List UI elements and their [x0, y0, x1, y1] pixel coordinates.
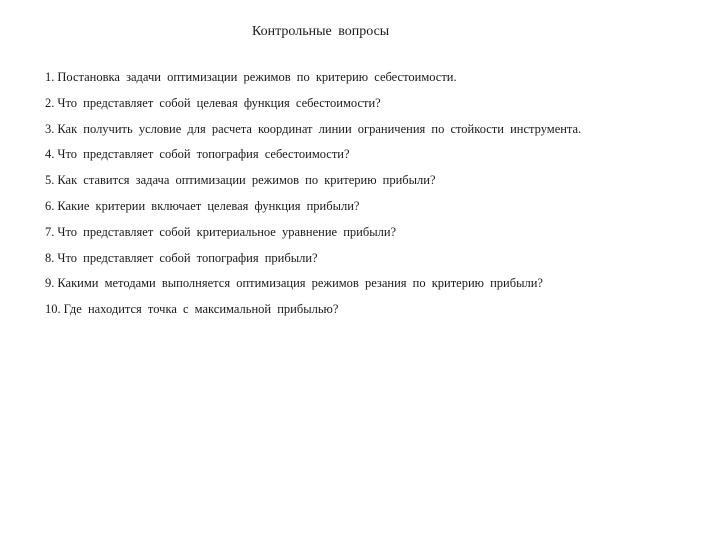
- question-number: 2.: [45, 95, 55, 110]
- question-text: Что представляет собой топография себестоимости?: [57, 147, 350, 162]
- question-text: Как получить условие для расчета координат линии ограничения по стойкости инструмента.: [57, 121, 582, 136]
- question-text: Что представляет собой критериальное уравнение прибыли?: [57, 224, 397, 239]
- question-text: Какие критерии включает целевая функция прибыли?: [57, 198, 360, 213]
- question-text: Что представляет собой целевая функция себестоимости?: [57, 95, 381, 110]
- question-number: 8.: [45, 250, 55, 265]
- question-number: 4.: [45, 147, 55, 162]
- question-item: [45, 170, 581, 196]
- question-number: 9.: [45, 276, 55, 291]
- question-item: [45, 273, 581, 299]
- question-item: [45, 93, 581, 119]
- question-item: [45, 119, 581, 145]
- question-text: Постановка задачи оптимизации режимов по критерию себестоимости.: [57, 70, 457, 84]
- questions-list: [45, 67, 581, 325]
- question-item: [45, 144, 581, 170]
- question-item: [45, 299, 581, 325]
- question-text: Какими методами выполняется оптимизация режимов резания по критерию прибыли?: [57, 276, 543, 291]
- question-item: [45, 222, 581, 248]
- question-number: 5.: [45, 173, 55, 188]
- page-title: Контрольные вопросы: [252, 24, 390, 39]
- question-item: [45, 196, 581, 222]
- question-item: [45, 248, 581, 274]
- question-text: Где находится точка с максимальной прибылью?: [63, 302, 339, 317]
- question-number: 6.: [45, 198, 55, 213]
- question-item: [45, 67, 581, 93]
- question-number: 7.: [45, 224, 55, 239]
- question-number: 1.: [45, 70, 55, 84]
- question-text: Как ставится задача оптимизации режимов по критерию прибыли?: [57, 173, 436, 188]
- question-number: 3.: [45, 121, 55, 136]
- question-text: Что представляет собой топография прибыли?: [57, 250, 318, 265]
- question-number: 10.: [45, 302, 61, 317]
